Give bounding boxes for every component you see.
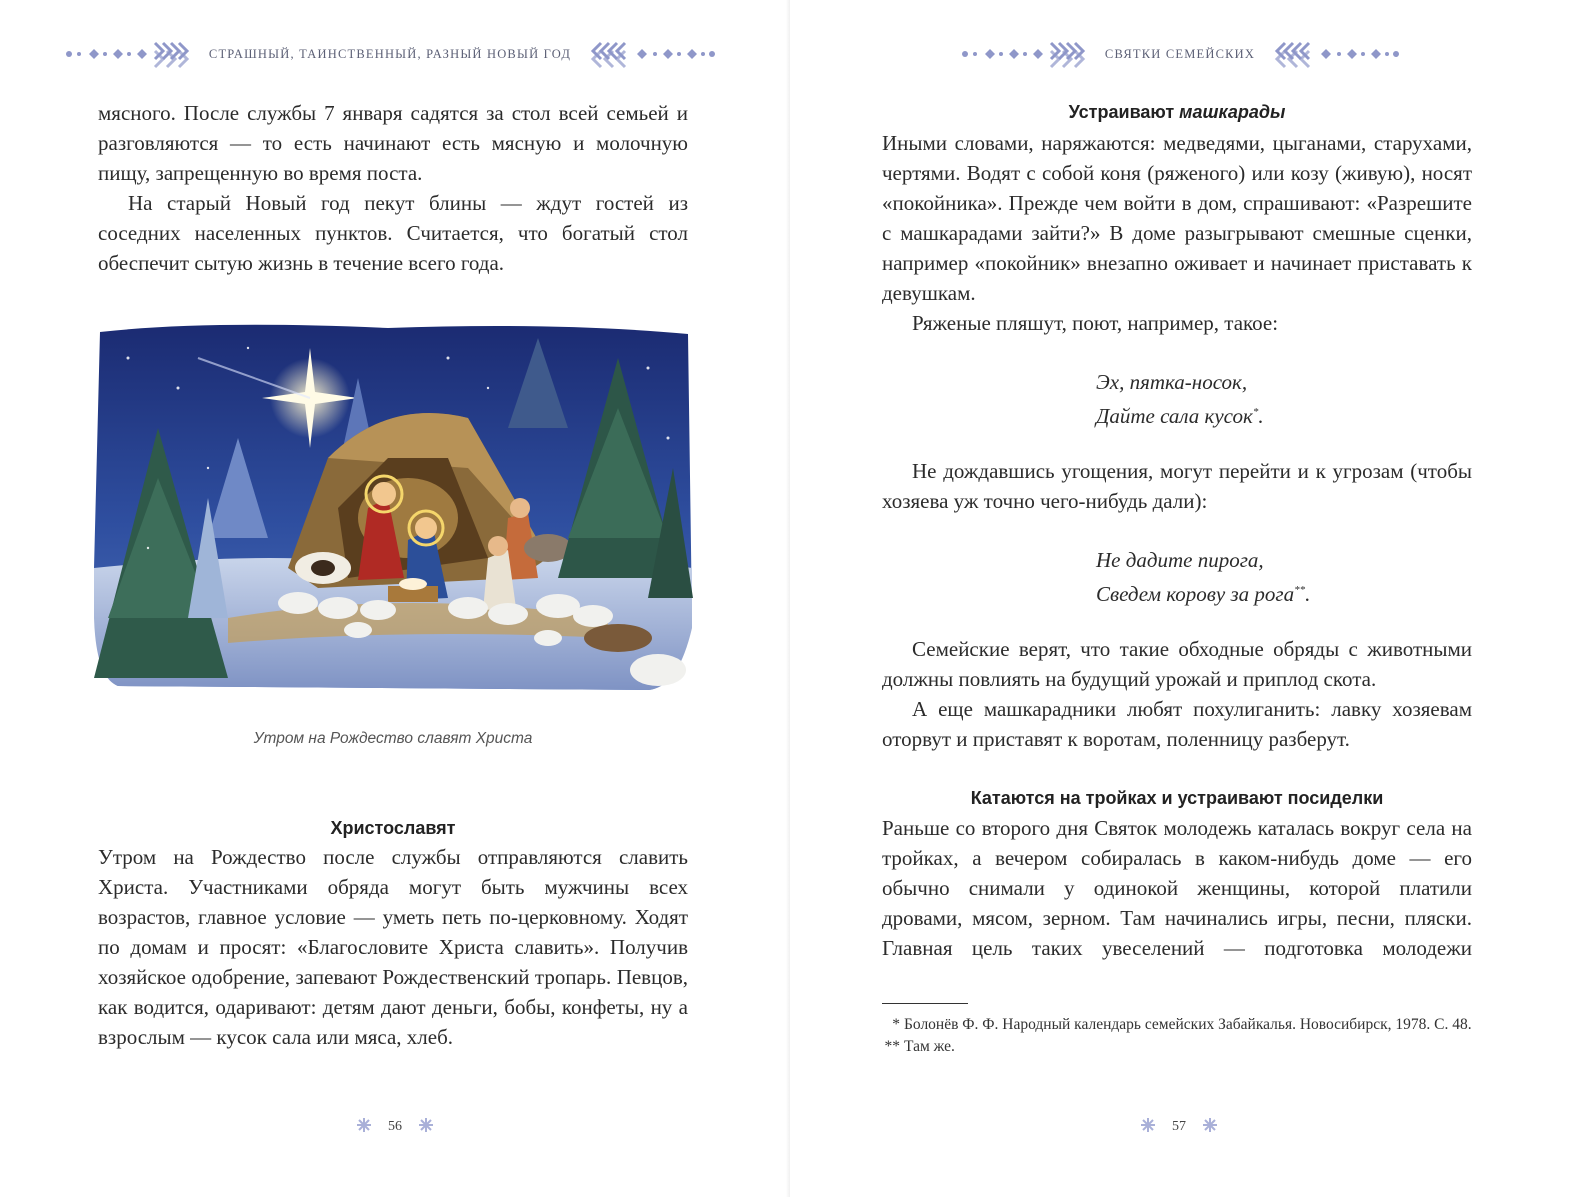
left-intro-text — [98, 98, 688, 278]
verse-line: Эх, пятка-носок, — [1096, 370, 1248, 394]
ornament-left-icon — [959, 39, 1091, 69]
footnote-mark: ** — [1294, 584, 1306, 596]
paragraph: Ряженые пляшут, поют, например, такое: — [912, 311, 1279, 335]
paragraph: Раньше со второго дня Святок молодежь каталась вокруг села на тройках, а вечером собиралась в каком-нибудь доме — его обычно снимали у одинокой женщины, которой платили дровами, мясом, зерном. Там начинались игры, песни, пляски. Главная цель таких увеселений — подготовка молодежи — [882, 816, 1472, 960]
ornament-right-icon — [1269, 39, 1401, 69]
illustration-caption: Утром на Рождество славят Христа — [253, 730, 533, 747]
snowflake-icon — [1140, 1117, 1156, 1138]
page-number: 56 — [388, 1119, 402, 1134]
running-header-title: СТРАШНЫЙ, ТАИНСТВЕННЫЙ, РАЗНЫЙ НОВЫЙ ГОД — [208, 46, 572, 61]
verse-two — [1096, 545, 1310, 609]
page-number: 57 — [1172, 1119, 1186, 1134]
paragraph: Иными словами, наряжаются: медведями, цыганами, старухами, чертями. Водят с собой коня (ряженого) или козу (живую), носят «покойника». Прежде чем войти в дом, спрашивают: «Разрешите с машкарадами зайти?» В доме разыгрывают смешные сценки, например «покойник» внезапно оживает и начинает приставать к девушкам. — [882, 131, 1472, 305]
threats-text — [882, 456, 1472, 516]
footnote-item: ** Там же. — [884, 1038, 955, 1055]
footnote-separator — [882, 1003, 968, 1004]
nativity-scene-illustration — [88, 318, 702, 708]
heading-prefix: Устраивают — [1068, 102, 1175, 122]
paragraph: Утром на Рождество после службы отправляются славить Христа. Участниками обряда могут быть мужчины всех возрастов, главное условие — уметь петь по-церковному. Ходят по домам и просят: «Благословите Христа славить». Получив хозяйское одобрение, запевают Рождественский тропарь. Певцов, как водится, одаривают: детям дают деньги, бобы, конфеты, ну а взрослым — кусок сала или мяса, хлеб. — [98, 845, 688, 1049]
troikas-text — [882, 813, 1472, 963]
snowflake-icon — [356, 1117, 372, 1138]
section-text — [98, 842, 688, 1052]
page-number-left — [356, 1116, 434, 1138]
page-number-right — [1140, 1116, 1218, 1138]
verse-line: Не дадите пирога, — [1096, 548, 1264, 572]
running-header-right — [960, 38, 1400, 70]
section-heading-troikas: Катаются на тройках и устраивают посиделки — [970, 788, 1384, 808]
footnote-item: * Болонёв Ф. Ф. Народный календарь семейских Забайкалья. Новосибирск, 1978. С. 48. — [892, 1016, 1472, 1033]
verse-one — [1096, 367, 1264, 431]
verse-line: Сведем корову за рога**. — [1096, 582, 1311, 606]
running-header-title: СВЯТКИ СЕМЕЙСКИХ — [1104, 46, 1256, 61]
footnote-mark: * — [1252, 406, 1259, 418]
paragraph: Семейские верят, что такие обходные обряды с животными должны повлиять на будущий урожай и приплод скота. — [882, 637, 1472, 691]
section-heading-masquerades — [882, 102, 1472, 123]
heading-italic-word: машкарады — [1179, 102, 1286, 122]
running-header-left — [70, 38, 710, 70]
ornament-right-icon — [585, 39, 717, 69]
snowflake-icon — [418, 1117, 434, 1138]
section-heading: Христославят — [330, 818, 456, 838]
verse-line: Дайте сала кусок*. — [1096, 404, 1264, 428]
paragraph: Не дождавшись угощения, могут перейти и к угрозам (чтобы хозяева уж точно чего-нибудь дали): — [882, 459, 1472, 513]
left-page — [0, 0, 790, 1197]
paragraph: На старый Новый год пекут блины — ждут гостей из соседних населенных пунктов. Считается, что богатый стол обеспечит сытую жизнь в течение всего года. — [98, 191, 688, 275]
masquerades-text — [882, 128, 1472, 338]
footnotes — [882, 1014, 1472, 1058]
snowflake-icon — [1202, 1117, 1218, 1138]
ornament-left-icon — [63, 39, 195, 69]
beliefs-text — [882, 634, 1472, 754]
paragraph: А еще машкарадники любят похулиганить: лавку хозяевам оторвут и приставят к воротам, поленницу разберут. — [882, 697, 1472, 751]
paragraph: мясного. После службы 7 января садятся за стол всей семьей и разговляются — то есть начинают есть мясную и молочную пищу, запрещенную во время поста. — [98, 101, 688, 185]
